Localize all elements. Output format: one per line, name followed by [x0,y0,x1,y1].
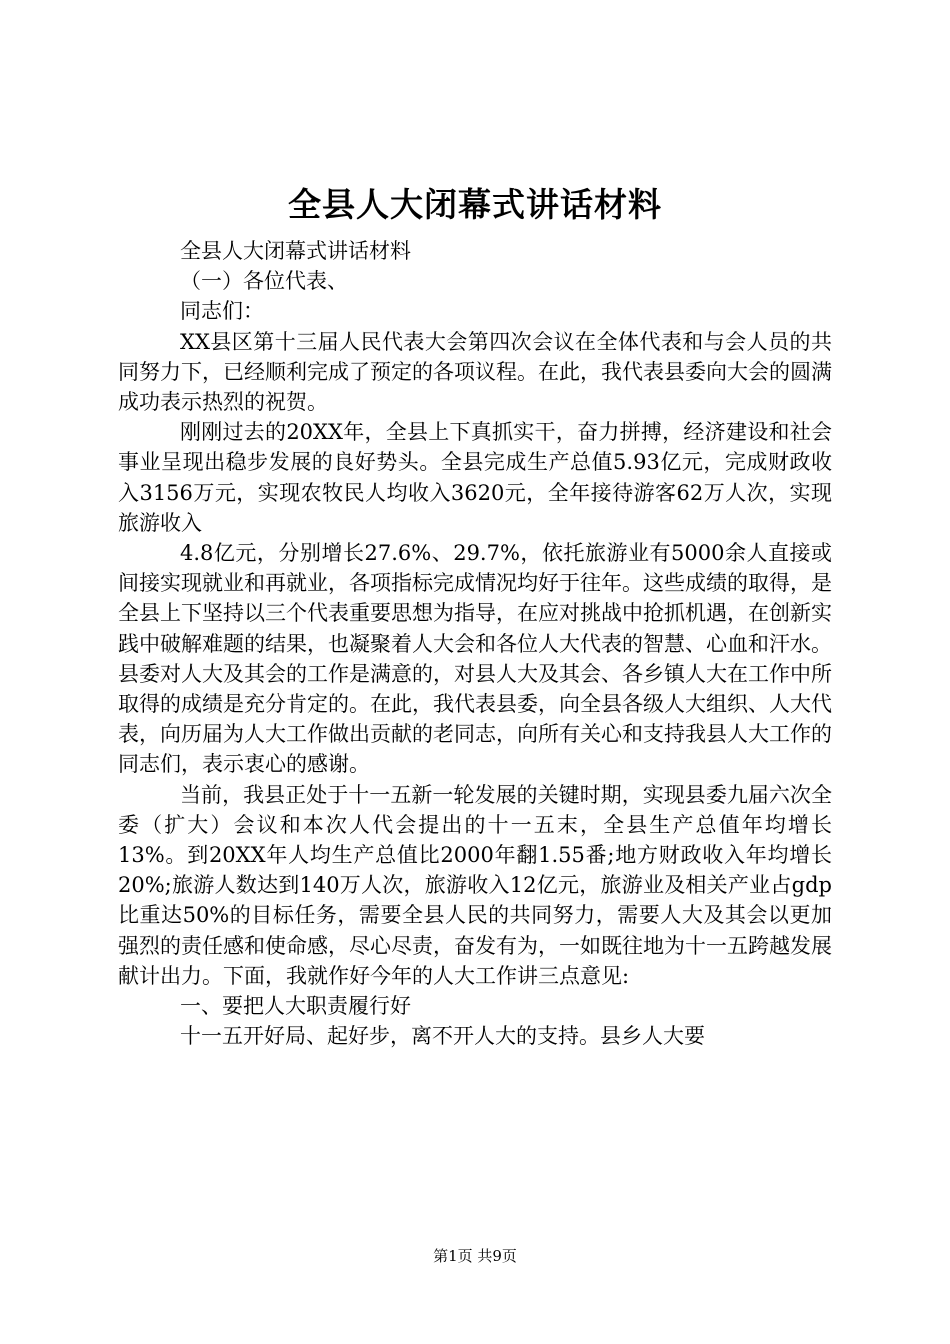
paragraph-review: 刚刚过去的20XX年，全县上下真抓实干，奋力拼搏，经济建设和社会事业呈现出稳步发展的良好势头。全县完成生产总值5.93亿元，完成财政收入3156万元，实现农牧民人均收入3620元，全年接待游客62万人次，实现旅游收入 [118,420,832,535]
paragraph-subtitle: 全县人大闭幕式讲话材料 [180,239,411,263]
paragraph-section-1: 十一五开好局、起好步，离不开人大的支持。县乡人大要 [180,1024,705,1049]
document-body [118,236,832,1051]
paragraph-salutation-2: 同志们： [180,299,264,324]
section-heading-1: 一、要把人大职责履行好 [180,994,411,1019]
paragraph-opening: XX县区第十三届人民代表大会第四次会议在全体代表和与会人员的共同努力下，已经顺利完成了预定的各项议程。在此，我代表县委向大会的圆满成功表示热烈的祝贺。 [118,329,832,415]
page-number: 第1页 共9页 [433,1247,517,1265]
paragraph-achievements: 4.8亿元，分别增长27.6%、29.7%，依托旅游业有5000余人直接或间接实现就业和再就业，各项指标完成情况均好于往年。这些成绩的取得，是全县上下坚持以三个代表重要思想为指导，在应对挑战中抢抓机遇，在创新实践中破解难题的结果，也凝聚着人大会和各位人大代表的智慧、心血和汗水。县委对人大及其会的工作是满意的，对县人大及其会、各乡镇人大在工作中所取得的成绩是充分肯定的。在此，我代表县委，向全县各级人大组织、人大代表，向历届为人大工作做出贡献的老同志，向所有关心和支持我县人大工作的同志们，表示衷心的感谢。 [118,541,832,777]
document-title: 全县人大闭幕式讲话材料 [288,185,662,224]
paragraph-salutation-1: （一）各位代表、 [180,269,348,294]
paragraph-current-tasks: 当前，我县正处于十一五新一轮发展的关键时期，实现县委九届六次全委（扩大）会议和本次人代会提出的十一五末，全县生产总值年均增长13%。到20XX年人均生产总值比2000年翻1.55番;地方财政收入年均增长20%;旅游人数达到140万人次，旅游收入12亿元，旅游业及相关产业占gdp比重达50%的目标任务，需要全县人民的共同努力，需要人大及其会以更加强烈的责任感和使命感，尽心尽责，奋发有为，一如既往地为十一五跨越发展献计出力。下面，我就作好今年的人大工作讲三点意见: [118,782,832,988]
